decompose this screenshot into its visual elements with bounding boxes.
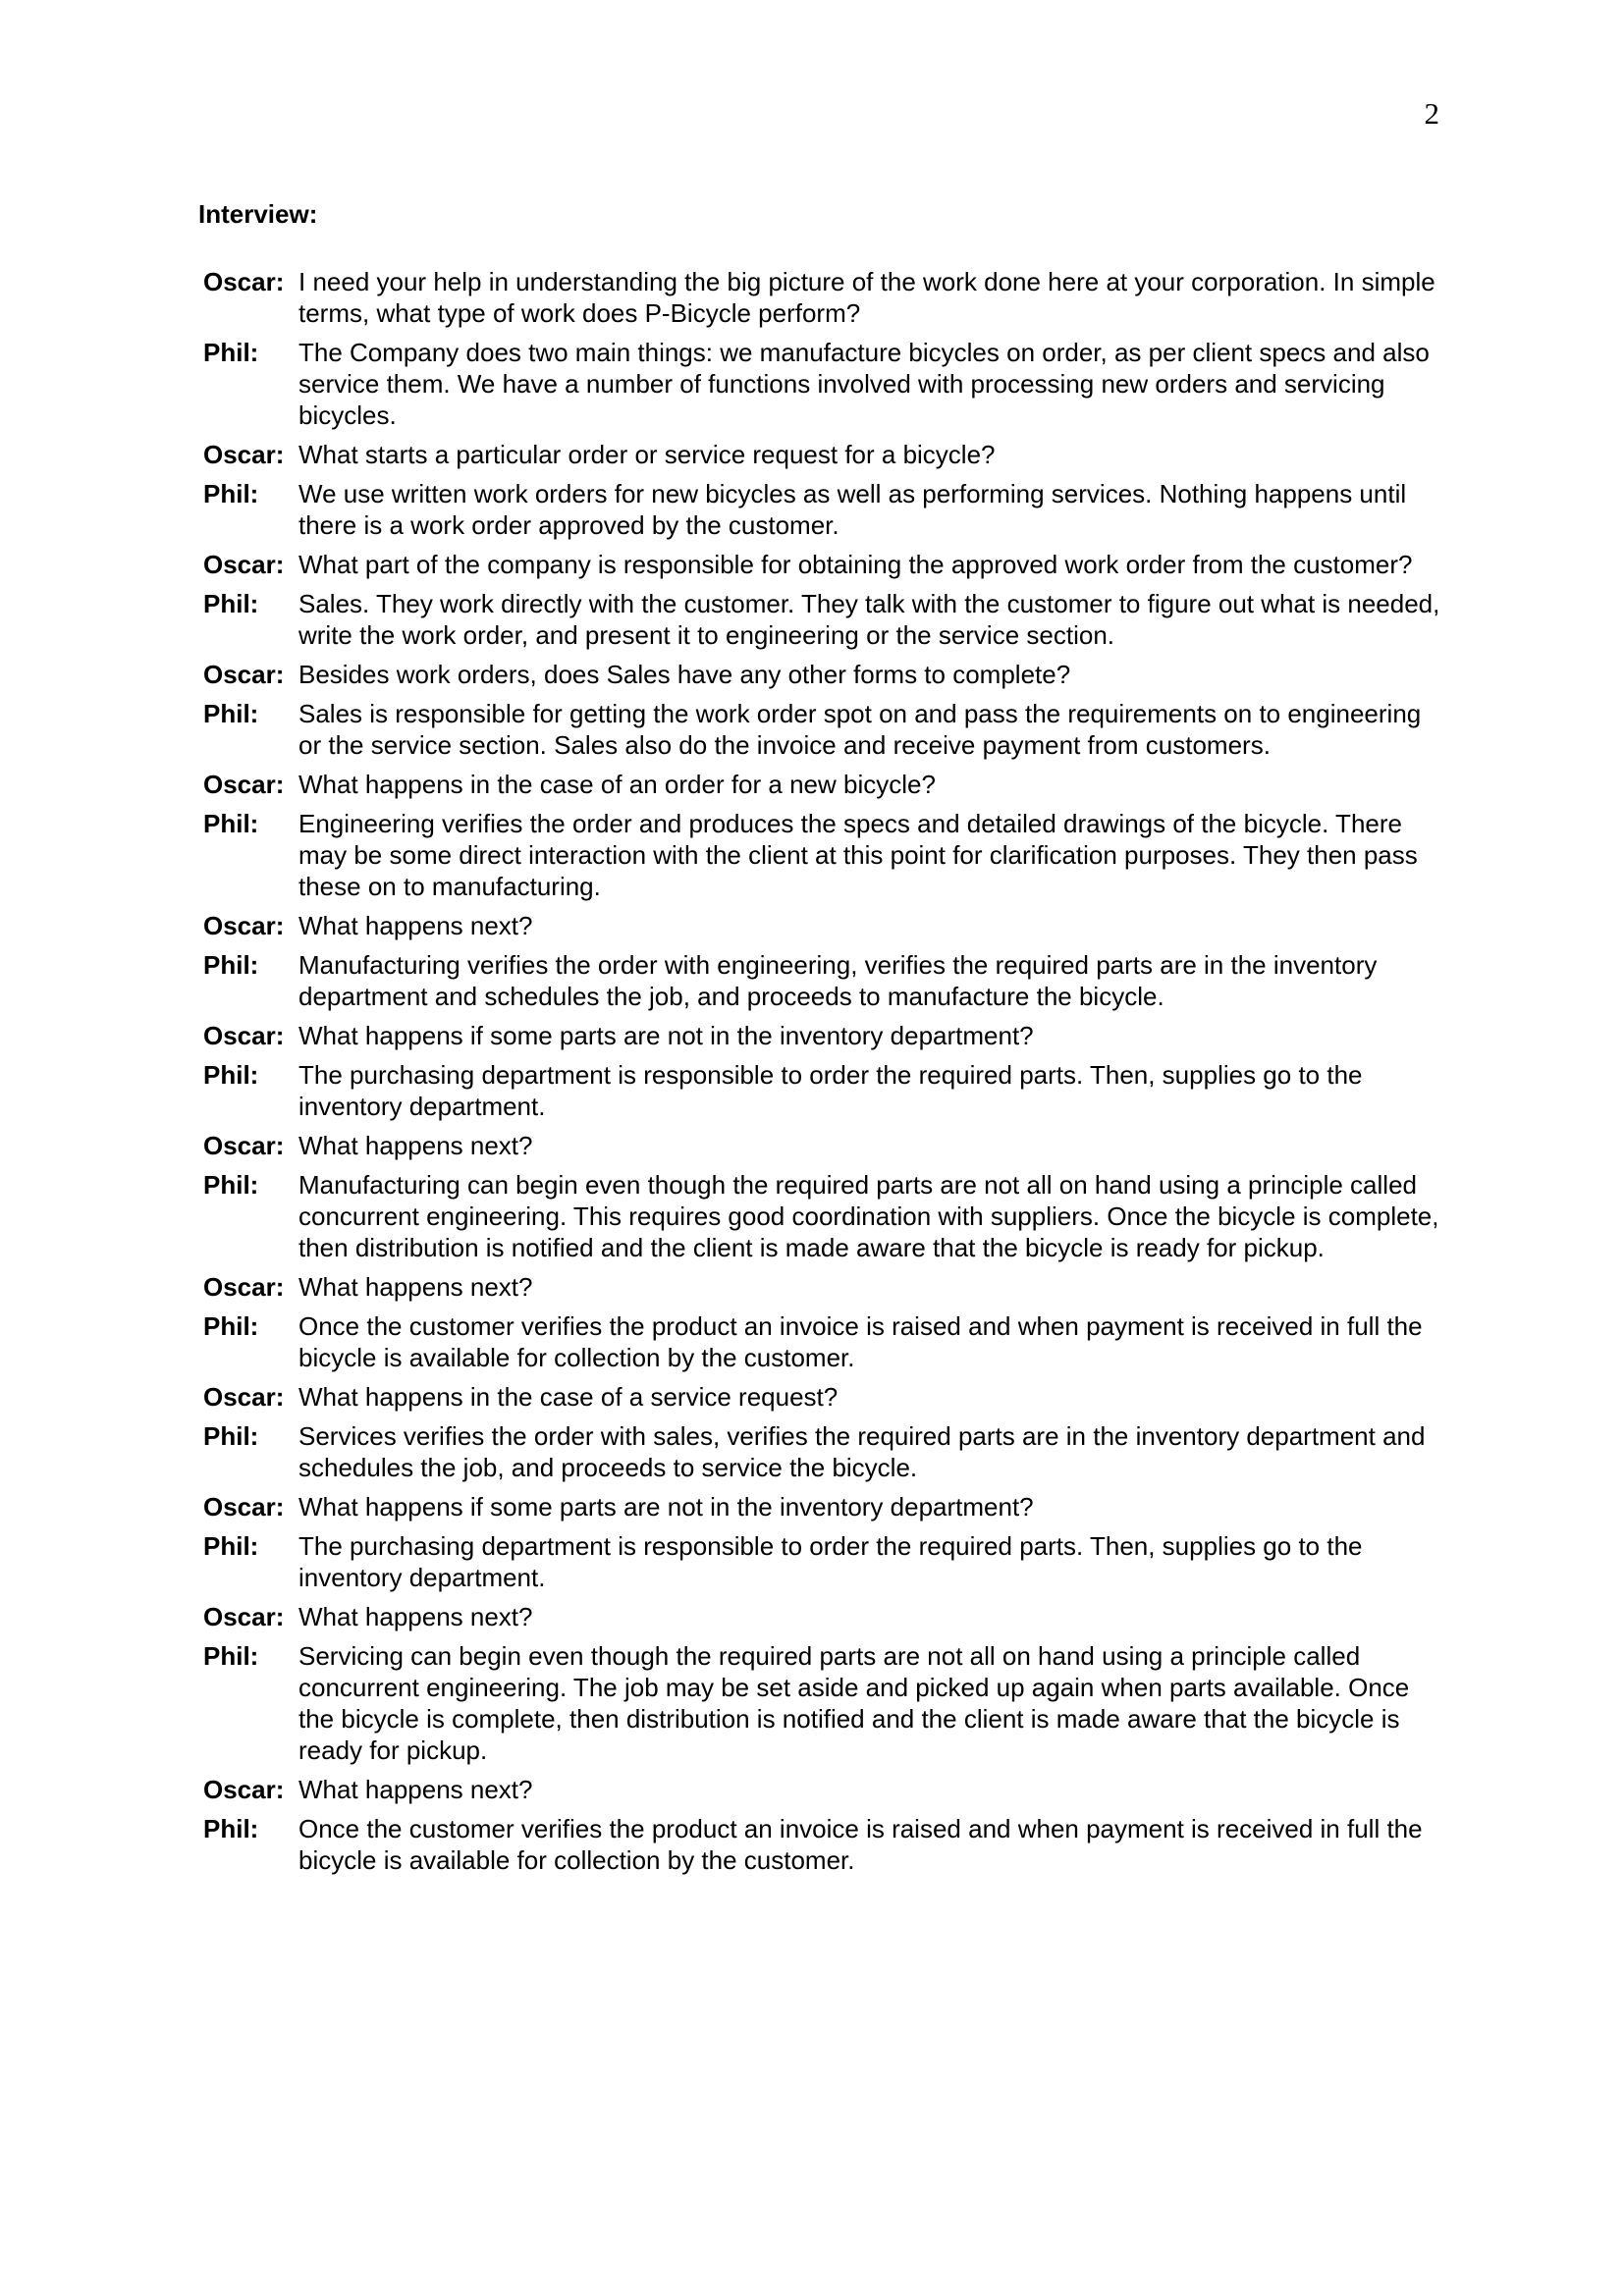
- utterance-text: What starts a particular order or service request for a bicycle?: [298, 440, 996, 469]
- dialogue-turn: [203, 1530, 1440, 1593]
- dialogue-turn: [203, 588, 1440, 651]
- speaker-label: Oscar:: [203, 1131, 285, 1160]
- dialogue-turn: [203, 1381, 1440, 1413]
- utterance-text: Services verifies the order with sales, verifies the required parts are in the inventory department and schedules the job, and proceeds to service the bicycle.: [298, 1421, 1426, 1482]
- speaker-label: Oscar:: [203, 770, 285, 799]
- speaker-label: Oscar:: [203, 1272, 285, 1302]
- dialogue-turn: [203, 1601, 1440, 1632]
- utterance-text: What happens in the case of an order for a new bicycle?: [298, 770, 936, 799]
- speaker-label: Phil:: [203, 1311, 259, 1341]
- speaker-label: Phil:: [203, 479, 259, 508]
- utterance-text: What happens next?: [298, 1131, 533, 1160]
- dialogue-turn: [203, 439, 1440, 470]
- dialogue-turn: [203, 769, 1440, 800]
- dialogue-turn: [203, 478, 1440, 541]
- utterance-text: What happens if some parts are not in the inventory department?: [298, 1492, 1034, 1522]
- utterance-text: The Company does two main things: we manufacture bicycles on order, as per client specs and also service them. We have a number of functions involved with processing new orders and servicing bicycles.: [298, 338, 1430, 430]
- dialogue-turn: [203, 1640, 1440, 1766]
- speaker-label: Phil:: [203, 699, 259, 728]
- dialogue-turn: [203, 1271, 1440, 1303]
- dialogue-turn: [203, 1130, 1440, 1161]
- speaker-label: Oscar:: [203, 1382, 285, 1412]
- speaker-label: Phil:: [203, 338, 259, 367]
- utterance-text: What happens if some parts are not in the inventory department?: [298, 1021, 1034, 1050]
- dialogue-turn: [203, 949, 1440, 1012]
- speaker-label: Phil:: [203, 1170, 259, 1200]
- dialogue-turn: [203, 1310, 1440, 1373]
- speaker-label: Oscar:: [203, 550, 285, 579]
- dialogue-turn: [203, 266, 1440, 329]
- dialogue-turn: [203, 808, 1440, 902]
- speaker-label: Phil:: [203, 1421, 259, 1451]
- dialogue-turn: [203, 337, 1440, 431]
- utterance-text: Servicing can begin even though the required parts are not all on hand using a principle called concurrent engineering. The job may be set aside and picked up again when parts available. Once the bicycle is complete, then distribution is notified and the client is made aware that the bicycle is ready for pickup.: [298, 1641, 1410, 1765]
- utterance-text: The purchasing department is responsible to order the required parts. Then, supplies go to the inventory department.: [298, 1060, 1363, 1121]
- speaker-label: Oscar:: [203, 1492, 285, 1522]
- speaker-label: Oscar:: [203, 440, 285, 469]
- utterance-text: What part of the company is responsible for obtaining the approved work order from the customer?: [298, 550, 1413, 579]
- page-number: 2: [1424, 96, 1439, 131]
- dialogue-turn: [203, 659, 1440, 690]
- dialogue-turn: [203, 1169, 1440, 1263]
- utterance-text: Besides work orders, does Sales have any other forms to complete?: [298, 660, 1071, 689]
- utterance-text: Manufacturing can begin even though the required parts are not all on hand using a principle called concurrent engineering. This requires good coordination with suppliers. Once the bicycle is complete, then distribution is notified and the client is made aware that the bicycle is ready for pickup.: [298, 1170, 1439, 1262]
- speaker-label: Phil:: [203, 1641, 259, 1671]
- dialogue-turn: [203, 698, 1440, 761]
- speaker-label: Oscar:: [203, 660, 285, 689]
- utterance-text: Sales is responsible for getting the work order spot on and pass the requirements on to engineering or the service section. Sales also do the invoice and receive payment from customers.: [298, 699, 1422, 760]
- utterance-text: What happens next?: [298, 1775, 533, 1804]
- utterance-text: What happens in the case of a service request?: [298, 1382, 839, 1412]
- dialogue-turn: [203, 1420, 1440, 1483]
- dialogue-turn: [203, 1020, 1440, 1051]
- utterance-text: I need your help in understanding the big picture of the work done here at your corporation. In simple terms, what type of work does P-Bicycle perform?: [298, 267, 1435, 328]
- speaker-label: Phil:: [203, 1531, 259, 1561]
- speaker-label: Phil:: [203, 589, 259, 618]
- interview-transcript: [203, 266, 1440, 1884]
- speaker-label: Phil:: [203, 809, 259, 838]
- dialogue-turn: [203, 1774, 1440, 1805]
- speaker-label: Phil:: [203, 1060, 259, 1090]
- dialogue-turn: [203, 1491, 1440, 1522]
- utterance-text: What happens next?: [298, 1602, 533, 1631]
- dialogue-turn: [203, 1059, 1440, 1122]
- utterance-text: The purchasing department is responsible to order the required parts. Then, supplies go to the inventory department.: [298, 1531, 1363, 1592]
- utterance-text: We use written work orders for new bicycles as well as performing services. Nothing happens until there is a work order approved by the customer.: [298, 479, 1407, 540]
- utterance-text: Engineering verifies the order and produces the specs and detailed drawings of the bicycle. There may be some direct interaction with the client at this point for clarification purposes. They then pass these on to manufacturing.: [298, 809, 1418, 901]
- dialogue-turn: [203, 1813, 1440, 1876]
- speaker-label: Oscar:: [203, 1021, 285, 1050]
- utterance-text: What happens next?: [298, 911, 533, 940]
- speaker-label: Phil:: [203, 950, 259, 980]
- dialogue-turn: [203, 910, 1440, 941]
- speaker-label: Oscar:: [203, 911, 285, 940]
- utterance-text: Sales. They work directly with the customer. They talk with the customer to figure out what is needed, write the work order, and present it to engineering or the service section.: [298, 589, 1440, 650]
- speaker-label: Oscar:: [203, 1775, 285, 1804]
- speaker-label: Oscar:: [203, 267, 285, 296]
- speaker-label: Phil:: [203, 1814, 259, 1843]
- speaker-label: Oscar:: [203, 1602, 285, 1631]
- utterance-text: What happens next?: [298, 1272, 533, 1302]
- utterance-text: Once the customer verifies the product an invoice is raised and when payment is received in full the bicycle is available for collection by the customer.: [298, 1814, 1423, 1875]
- section-heading: Interview:: [198, 199, 318, 229]
- dialogue-turn: [203, 549, 1440, 580]
- utterance-text: Once the customer verifies the product an invoice is raised and when payment is received in full the bicycle is available for collection by the customer.: [298, 1311, 1423, 1372]
- utterance-text: Manufacturing verifies the order with engineering, verifies the required parts are in the inventory department and schedules the job, and proceeds to manufacture the bicycle.: [298, 950, 1378, 1011]
